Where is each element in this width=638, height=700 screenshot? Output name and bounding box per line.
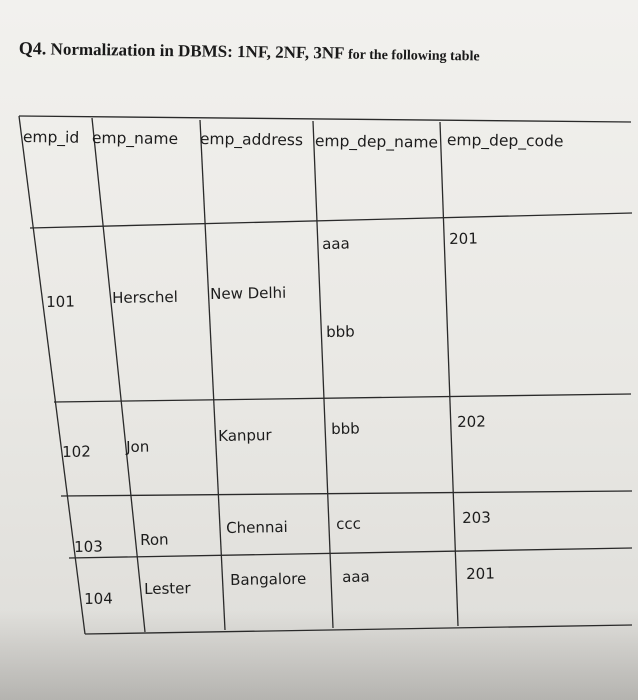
row-1-dep-code: 201 <box>449 229 478 248</box>
col-divider-3 <box>313 121 333 628</box>
table-left-border <box>19 116 85 634</box>
question-suffix: for the following table <box>347 47 480 65</box>
header-emp-address: emp_address <box>199 130 304 150</box>
table-bottom-border <box>85 625 632 634</box>
row-1-dep-name-2: bbb <box>326 322 355 341</box>
header-emp-dep-code: emp_dep_code <box>446 131 564 151</box>
row-4-emp-address: Bangalore <box>230 569 307 589</box>
row-1-dep-name-1: aaa <box>322 234 350 253</box>
row-3-dep-code: 203 <box>462 508 491 527</box>
row-4-dep-code: 201 <box>466 564 495 583</box>
row-1-emp-id: 101 <box>46 292 75 311</box>
row-2-bottom-border <box>61 491 632 496</box>
row-2-dep-name: bbb <box>331 419 360 438</box>
row-2-dep-code: 202 <box>457 412 486 431</box>
question-title: Normalization in DBMS: 1NF, 2NF, 3NF <box>50 39 344 63</box>
row-3-dep-name: ccc <box>336 514 362 533</box>
row-2-emp-address: Kanpur <box>218 426 272 445</box>
header-emp-name: emp_name <box>91 129 179 149</box>
row-3-emp-id: 103 <box>74 537 103 556</box>
row-4-dep-name: aaa <box>342 567 370 586</box>
row-3-emp-address: Chennai <box>226 517 288 537</box>
row-1-bottom-border <box>54 394 631 402</box>
header-bottom-border <box>30 213 632 228</box>
row-3-bottom-border <box>69 548 632 558</box>
col-divider-2 <box>200 120 225 630</box>
row-2-emp-name: Jon <box>126 437 150 456</box>
row-1-emp-address: New Delhi <box>210 283 287 303</box>
row-2-emp-id: 102 <box>62 442 91 461</box>
row-4-emp-id: 104 <box>84 589 113 608</box>
header-emp-dep-name: emp_dep_name <box>314 132 439 152</box>
header-emp-id: emp_id <box>22 128 80 147</box>
col-divider-4 <box>440 122 458 626</box>
table-top-border <box>19 116 631 122</box>
row-3-emp-name: Ron <box>140 530 169 549</box>
row-4-emp-name: Lester <box>144 579 191 598</box>
row-1-emp-name: Herschel <box>112 287 178 307</box>
question-number: Q4. <box>18 38 47 59</box>
